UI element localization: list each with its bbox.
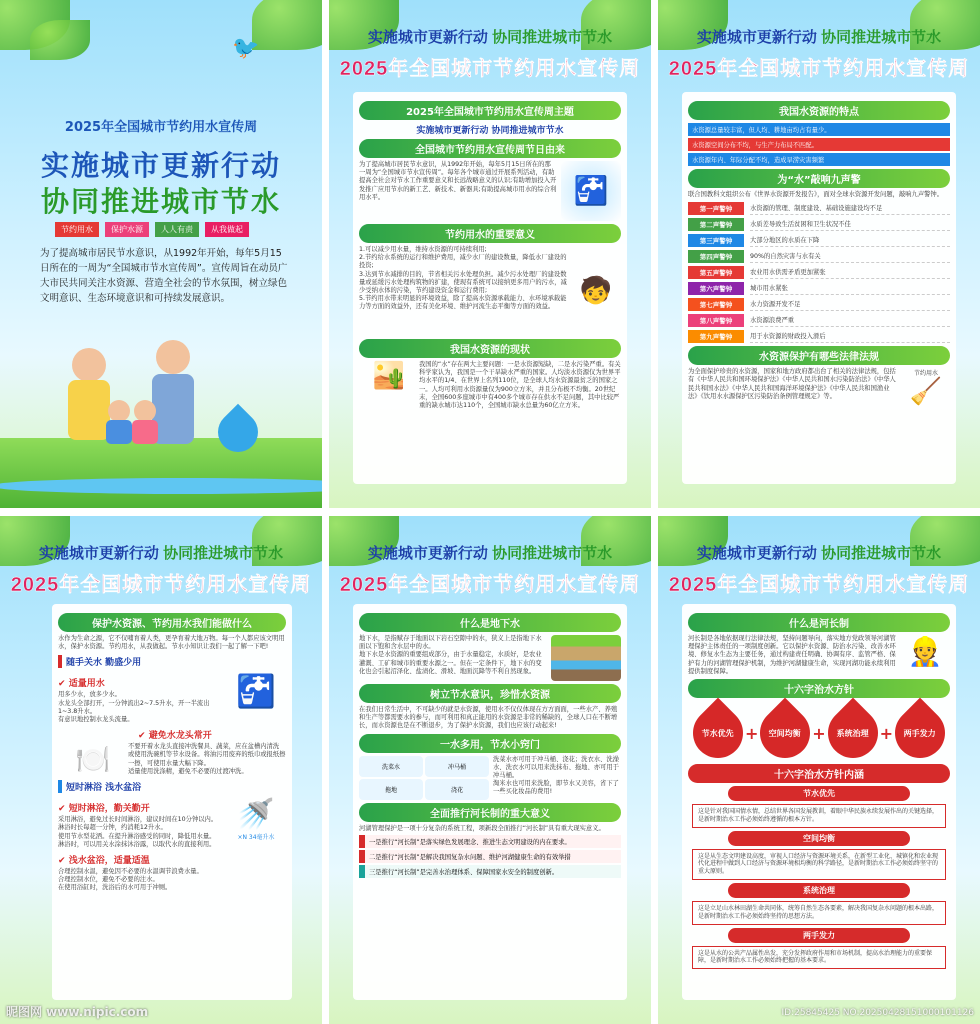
save-heading: 树立节水意识，珍惜水资源: [359, 684, 621, 703]
alarm-row: [688, 249, 950, 263]
alarm-label: 第三声警钟: [688, 234, 744, 247]
section-title: 短时淋浴 浅水盆浴: [58, 780, 286, 793]
reuse-label: 拖地: [359, 779, 423, 800]
reuse-text: 洗菜水亦可用于冲马桶、浇花；洗衣水、洗澡水、洗衣水可以用来洗抹布、拖地、亦可用于冲马桶。 淘米水也可用来洗脸，即节水又美容，省下了一些买化妆品的费用!: [493, 755, 619, 796]
reuse-diagram: [359, 756, 489, 800]
alarm-text: 水力资源开发不足: [750, 297, 950, 311]
subsection-title: ✔ 短时淋浴，勤关勤开: [58, 804, 150, 815]
alarm-row: [688, 281, 950, 295]
meaning-item-text: 这是从水的公共产品属性出发，充分发挥政府作用和市场机制，提高水治理能力的重要保障，是新时期治水工作必须始终把握的基本要求。: [692, 946, 946, 970]
worker-illustration: 👷: [907, 635, 943, 668]
feature-item: 水资源总量较丰富，但人均、耕地亩均占有量少。: [688, 123, 950, 136]
origin-text: 为了提高城市居民节水意识，从1992年开始，每年5月15日所在的那一周为“全国城市节水宣传周”。每年各个城市通过开展系列活动，有助提高全社会对节水工作重要意义和长远战略意义的认识;有助增加投入开发推广应用节水的新工艺、新技术、新器具;有助提高城市用水的综合利用水平。: [359, 161, 557, 201]
alarm-row: [688, 217, 950, 231]
alarm-label: 第二声警钟: [688, 218, 744, 231]
features-heading: 我国水资源的特点: [688, 101, 950, 120]
banner-line-1: 实施城市更新行动 协同推进城市节水: [367, 29, 613, 46]
alarm-label: 第六声警钟: [688, 282, 744, 295]
subsection-title: ✔ 避免水龙头常开: [138, 731, 212, 742]
reuse-label: 洗菜水: [359, 756, 423, 777]
poster-panel-groundwater: [329, 516, 651, 1024]
alarm-label: 第七声警钟: [688, 298, 744, 311]
alarm-label: 第五声警钟: [688, 266, 744, 279]
poster-panel-origin: [329, 0, 651, 508]
motto-drop: 节水优先: [683, 698, 754, 769]
subsection-text: 合理控制水温，避免因不必要的水温调节浪费水量。 合理控制水位，避免不必要的注水。 在使用浴缸时，洗浴后的水可用于冲厕。: [58, 868, 203, 892]
alarm-text: 水资源的管理、制度建设、基础设施建设均不足: [750, 201, 950, 215]
groundwater-text: 地下水，是指赋存于地面以下岩石空隙中的水，狭义上是指地下水面以下饱和含水层中的水。 地下水是水资源的重要组成部分，由于水量稳定，水质好，是农业灌溉、工矿和城市的重要水源之一。但在一定条件下，地下水的变化也会引起沼泽化、盐渍化、滑坡、地面沉降等不利自然现象。: [359, 635, 542, 675]
alarm-text: 用于水资源的财政投入滑后: [750, 329, 950, 343]
subsection-text: 用多少水，放多少水。 水龙头全部打开，一分钟流出2~7.5升水，开一半流出1~3.8升水。 有意识地控制水龙头流量。: [58, 691, 210, 724]
meaning-item-text: 这是针对我国国情水情，总结世界各国发展教训，着眼中华民族永续发展作出的关键选择，是新时期治水工作必须始终遵循的根本方针。: [692, 804, 946, 828]
alarm-text: 水质差导致生活贫困和卫生状况不佳: [750, 217, 950, 231]
section-title: 随手关水 勤盛少用: [58, 655, 286, 668]
alarm-label: 第四声警钟: [688, 250, 744, 263]
dishes-icon: 🍽️: [75, 743, 111, 777]
banner-line-2: 2025年全国城市节约用水宣传周: [339, 574, 641, 596]
groundwater-heading: 什么是地下水: [359, 613, 621, 632]
alarm-intro: 联合国教科文组织公布《世界水资源开发报告》，面对全球水资源开发问题，敲响九声警钟。: [688, 191, 944, 198]
watermark-left: 昵图网 www.nipic.com: [6, 1005, 149, 1019]
banner-line-1: 实施城市更新行动 协同推进城市节水: [696, 29, 942, 46]
leaf-decoration: [252, 0, 322, 50]
meaning-item-text: 这是从生态文明建设高度，审视人口经济与资源环境关系，在新型工业化、城镇化和农业现代化进程中做到人口经济与资源环境相均衡的科学路径，是新时期治水工作必须始终坚守的重大原则。: [692, 849, 946, 880]
kid-mop-icon: 🧹: [909, 377, 943, 408]
importance-text: 1.可以减少用水量，维持水资源的可持续利用; 2.节约给水系统的运行和维护费用，减少水厂的建设数量，降低水厂建设的投资; 3.达到节水减排的目的，节省相关污水处理负担。减少污水处理厂的建设数量或延缓污水处理构筑物的扩建，使现有系统可以接纳更多用户的污水，减少受纳水体的污染，节约建设资金和运行费用; 5.节约用水带来明显的环境效益，除了提高水资源承载能力、水环境承载能力等方面的效益外，还有美化环境、维护河流生态平衡等方面的效益。: [359, 246, 567, 311]
river-chief-intro: 河湖管理保护是一项十分复杂的系统工程，项新段全面推行“河长制”具有重大现实意义。: [359, 824, 605, 832]
content-card: [682, 604, 956, 1000]
save-text: 在我们日常生活中，不可缺少的就是水资源，使用水不仅仅体现在方方面面，一些水产、养殖和生产等都需要水的参与，而可利用和真正能用的水资源是非常的稀缺的，全球人口在不断增长，而水资源也是在不断退步，为了保护水资源，我们也应该行动起来!: [359, 706, 618, 730]
theme-heading: 2025年全国城市节约用水宣传周主题: [359, 101, 621, 120]
tag-row: [55, 222, 249, 237]
river-chief-heading: 什么是河长制: [688, 613, 950, 632]
status-text: 我国的“水”存在两大主要问题：一是水资源短缺，二是水污染严重。有关科学家认为，我国是一个干旱缺水严重的国家。人均淡水资源仅为世界平均水平的1/4、在世界上名列110位，是全球人均水资源最贫乏的国家之一。人均可利用水资源量仅为900立方米，并且分布极不均衡。20世纪末，全国600多座城市中有400多个城市存在供水不足问题，其中比较严重的缺水城市达110个，全国城市缺水总量为60亿立方米。: [419, 361, 621, 410]
save-water-illustration: [902, 368, 950, 407]
tips-intro: 水作为生命之源，它不仅哺育着人类，更孕育着大地万物。每一个人都应该文明用水，保护水资源。节约用水，从我做起。节水小知识让我们一起了解一下吧!: [58, 635, 285, 651]
plus-icon: +: [812, 723, 826, 743]
alarm-row: [688, 233, 950, 247]
tag-protect-source: 保护水源: [105, 222, 149, 237]
alarm-row: [688, 329, 950, 343]
content-card: [353, 92, 627, 484]
leaf-decoration: [30, 20, 90, 60]
campaign-title: 2025年全国城市节约用水宣传周: [64, 120, 258, 135]
river-chief-heading: 全面推行河长制的重大意义: [359, 803, 621, 822]
banner-line-1: 实施城市更新行动 协同推进城市节水: [367, 545, 613, 562]
meaning-item-title: 两手发力: [728, 928, 910, 943]
content-card: [682, 92, 956, 484]
poster-panel-cover: [0, 0, 322, 508]
alarm-text: 农业用水供需矛盾更加紧张: [750, 265, 950, 279]
alarm-text: 大部分地区的水质在下降: [750, 233, 950, 247]
motto-drops: [692, 708, 946, 758]
law-text: 为全面保护珍贵的水资源，国家和地方政府都出台了相关的法律法规，包括有《中华人民共和国环境保护法》《中华人民共和国水污染防治法》《中华人民共和国水法》《中华人民共和国海洋环境保护法》《中华人民共和国渔业法》《饮用水水源保护区污染防治条例管理规定》等。: [688, 368, 896, 400]
river-point: 一是推行“河长制”是落实绿色发展理念、推进生态文明建设的内在要求。: [359, 835, 621, 848]
alarm-label: 第八声警钟: [688, 314, 744, 327]
aquifer-illustration: [551, 635, 621, 681]
reuse-label: 冲马桶: [425, 756, 489, 777]
illustration-label: 节约用水: [913, 370, 938, 378]
motto-heading: 十六字治水方针: [688, 679, 950, 698]
banner-line-1: 实施城市更新行动 协同推进城市节水: [38, 545, 284, 562]
feature-item: 水资源年内、年际分配不均，造成旱涝灾害频繁: [688, 153, 950, 166]
water-amount-note: ×N 34毫升水: [237, 834, 275, 842]
alarm-text: 城市用水紧张: [750, 281, 950, 295]
subsection-title: ✔ 浅水盆浴，适量适温: [58, 856, 150, 867]
meaning-item-title: 节水优先: [728, 786, 910, 801]
plus-icon: +: [879, 723, 894, 743]
subsection-text: 采用淋浴，避免过长时间淋浴，建议时间在10分钟以内。 淋浴时长每超一分钟，约消耗12升水。 使用节水型花洒。在提升淋浴感受的同时，降低用水量。 淋浴时，可以用关水涂抹沐浴露，以取代水的直接利用。: [58, 816, 218, 848]
banner-line-2: 2025年全国城市节约用水宣传周: [10, 574, 312, 596]
motto-drop: 两手发力: [885, 698, 956, 769]
motto-drop: 系统治理: [817, 698, 888, 769]
meaning-item-text: 这是立足山水林田湖生命共同体，统筹自然生态各要素，解决我国复杂水问题的根本出路，是新时期治水工作必须始终坚持的思想方法。: [692, 901, 946, 925]
alarm-text: 水资源浪费严重: [750, 313, 950, 327]
meaning-heading: 十六字治水方针内涵: [688, 764, 950, 783]
content-card: [52, 604, 292, 1000]
importance-heading: 节约用水的重要意义: [359, 224, 621, 243]
meaning-item-title: 空间均衡: [728, 831, 910, 846]
drought-illustration: 🏜️: [372, 361, 406, 391]
alarm-row: [688, 313, 950, 327]
intro-text: 为了提高城市居民节水意识，从1992年开始，每年5月15日所在的一周为“全国城市节水宣传周”。宣传周旨在动员广大市民共同关注水资源、营造全社会的节水氛围，树立绿色文明意识、生态环境意识和可持续发展意识。: [40, 248, 288, 304]
banner-line-2: 2025年全国城市节约用水宣传周: [668, 574, 970, 596]
subsection-text: 不要开着水龙头直接冲洗餐具、蔬菜，应在盆槽内清洗 或使用洗碗机等节水设备。将油污用废弃的纸巾或报纸擦一擦，可使用水量大幅下降。 适量使用洗涤精，避免不必要的过渡冲洗。: [128, 743, 286, 775]
family-illustration: [72, 340, 202, 450]
law-heading: 水资源保护有哪些法律法规: [688, 346, 950, 365]
tag-save-water: 节约用水: [55, 222, 99, 237]
alarm-row: [688, 265, 950, 279]
motto-drop: 空间均衡: [750, 698, 821, 769]
content-card: [353, 604, 627, 1000]
river-point: 二是推行“河长制”是解决我国复杂水问题、维护河湖健康生命的有效举措: [359, 850, 621, 863]
river-chief-text: 河长制是各地依据现行法律法规，坚持问题导向，落实地方党政领导河湖管理保护主体责任的一项制度创新。它以保护水资源、防治水污染、改善水环境、修复水生态为主要任务，通过构建责任明确、协调有序、监管严格、保护有力的河湖管理保护机制，为维护河湖健康生命，实现河湖功能永续利用提供制度保障。: [688, 635, 896, 675]
alarm-row: [688, 297, 950, 311]
faucet-icon: 🚰: [236, 672, 276, 711]
river-point: 三是推行“河长制”是完善水治理体系、保障国家水安全的制度创新。: [359, 865, 621, 878]
origin-heading: 全国城市节约用水宣传周节日由来: [359, 139, 621, 158]
feature-item: 水资源空间分布不均，与生产力布局不匹配。: [688, 138, 950, 151]
status-heading: 我国水资源的现状: [359, 339, 621, 358]
banner-line-2: 2025年全国城市节约用水宣传周: [339, 58, 641, 80]
alarm-label: 第九声警钟: [688, 330, 744, 343]
alarm-heading: 为“水”敲响九声警: [688, 169, 950, 188]
faucet-illustration: 🚰: [561, 161, 621, 221]
alarm-row: [688, 201, 950, 215]
bird-icon: 🐦: [232, 36, 260, 61]
headline-2: 协同推进城市节水: [40, 185, 281, 218]
tag-start-with-me: 从我做起: [205, 222, 249, 237]
reuse-label: 浇花: [425, 779, 489, 800]
banner-line-1: 实施城市更新行动 协同推进城市节水: [696, 545, 942, 562]
tag-everyone: 人人有责: [155, 222, 199, 237]
shower-icon: 🚿: [237, 797, 275, 833]
alarm-text: 90%的自然灾害与水有关: [750, 249, 950, 263]
poster-panel-alarms: [658, 0, 980, 508]
kid-illustration: 🧒: [579, 276, 613, 306]
alarm-label: 第一声警钟: [688, 202, 744, 215]
banner-line-2: 2025年全国城市节约用水宣传周: [668, 58, 970, 80]
headline-1: 实施城市更新行动: [40, 149, 281, 182]
watermark-right: ID:25845425 NO:20250428151000101126: [781, 1008, 974, 1018]
reuse-heading: 一水多用，节水小窍门: [359, 734, 621, 753]
river-decoration: [0, 478, 322, 494]
poster-panel-tips: [0, 516, 322, 1024]
meaning-item-title: 系统治理: [728, 883, 910, 898]
subsection-title: ✔ 适量用水: [58, 679, 105, 690]
tips-heading: 保护水资源、节约用水我们能做什么: [58, 613, 286, 632]
theme-text: 实施城市更新行动 协同推进城市节水: [416, 126, 564, 136]
plus-icon: +: [744, 723, 759, 743]
poster-panel-river-chief: [658, 516, 980, 1024]
